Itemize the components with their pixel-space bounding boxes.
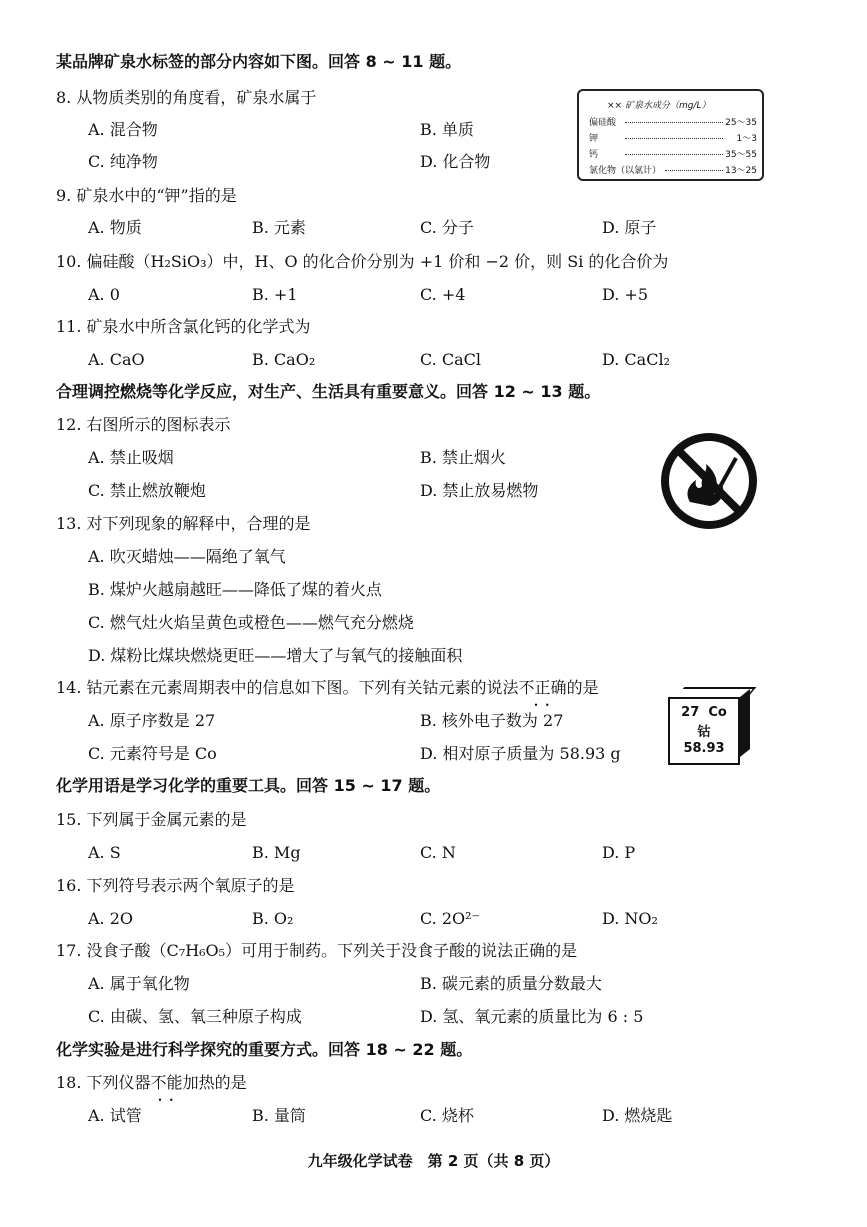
option-17a: A. 属于氧化物 bbox=[88, 974, 190, 993]
option-9c: C. 分子 bbox=[420, 218, 474, 237]
section-intro-15-17: 化学用语是学习化学的重要工具。回答 15 ~ 17 题。 bbox=[56, 776, 441, 795]
option-11c: C. CaCl bbox=[420, 350, 481, 369]
option-9b: B. 元素 bbox=[252, 218, 306, 237]
option-8a: A. 混合物 bbox=[88, 120, 158, 139]
option-8d: D. 化合物 bbox=[420, 152, 491, 171]
option-13a: A. 吹灭蜡烛——隔绝了氧气 bbox=[88, 547, 286, 566]
option-18d: D. 燃烧匙 bbox=[602, 1106, 673, 1125]
option-15b: B. Mg bbox=[252, 843, 301, 862]
option-9a: A. 物质 bbox=[88, 218, 142, 237]
option-15c: C. N bbox=[420, 843, 456, 862]
section-intro-12-13: 合理调控燃烧等化学反应，对生产、生活具有重要意义。回答 12 ~ 13 题。 bbox=[56, 382, 601, 401]
option-14c: C. 元素符号是 Co bbox=[88, 744, 217, 763]
element-cell-edge bbox=[740, 689, 750, 757]
option-14b: B. 核外电子数为 27 bbox=[420, 711, 564, 730]
option-16c: C. 2O²⁻ bbox=[420, 909, 480, 928]
question-14-stem: 14. 钴元素在元素周期表中的信息如下图。下列有关钴元素的说法不正确 • •的是 bbox=[56, 678, 599, 698]
option-10c: C. +4 bbox=[420, 285, 466, 304]
option-10b: B. +1 bbox=[252, 285, 298, 304]
option-8c: C. 纯净物 bbox=[88, 152, 158, 171]
option-15a: A. S bbox=[88, 843, 121, 862]
option-11d: D. CaCl₂ bbox=[602, 350, 670, 369]
question-17-stem: 17. 没食子酸（C₇H₆O₅）可用于制药。下列关于没食子酸的说法正确的是 bbox=[56, 941, 578, 960]
option-18b: B. 量筒 bbox=[252, 1106, 306, 1125]
option-17d: D. 氢、氧元素的质量比为 6 : 5 bbox=[420, 1007, 644, 1026]
atomic-number: 27 bbox=[681, 705, 700, 720]
element-name: 钴 bbox=[697, 725, 711, 740]
option-12c: C. 禁止燃放鞭炮 bbox=[88, 481, 206, 500]
option-16a: A. 2O bbox=[88, 909, 134, 928]
option-18a: A. 试管 bbox=[88, 1106, 142, 1125]
label-title: ×× 矿泉水成分（mg/L） bbox=[607, 101, 711, 111]
question-10-stem: 10. 偏硅酸（H₂SiO₃）中，H、O 的化合价分别为 +1 价和 −2 价，则 Si 的化合价为 bbox=[56, 252, 669, 271]
option-16b: B. O₂ bbox=[252, 909, 294, 928]
periodic-table-cell-cobalt bbox=[668, 697, 740, 765]
option-11a: A. CaO bbox=[88, 350, 145, 369]
page-footer: 九年级化学试卷 第 2 页（共 8 页） bbox=[307, 1152, 560, 1170]
option-15d: D. P bbox=[602, 843, 636, 862]
option-12b: B. 禁止烟火 bbox=[420, 448, 506, 467]
option-13c: C. 燃气灶火焰呈黄色或橙色——燃气充分燃烧 bbox=[88, 613, 414, 632]
question-12-stem: 12. 右图所示的图标表示 bbox=[56, 415, 231, 434]
option-10a: A. 0 bbox=[88, 285, 120, 304]
option-8b: B. 单质 bbox=[420, 120, 474, 139]
question-13-stem: 13. 对下列现象的解释中，合理的是 bbox=[56, 514, 311, 533]
option-17b: B. 碳元素的质量分数最大 bbox=[420, 974, 602, 993]
option-14d: D. 相对原子质量为 58.93 g bbox=[420, 744, 621, 763]
option-11b: B. CaO₂ bbox=[252, 350, 316, 369]
mineral-water-label: ×× 矿泉水成分（mg/L） 偏硅酸 25～35 钾 1～3 钙 35～55 氯化物（以氯计） 13～25 bbox=[577, 89, 764, 181]
no-fire-icon bbox=[660, 432, 758, 530]
option-18c: C. 烧杯 bbox=[420, 1106, 474, 1125]
question-18-stem: 18. 下列仪器不能 • •加热的是 bbox=[56, 1073, 247, 1093]
option-9d: D. 原子 bbox=[602, 218, 657, 237]
option-13d: D. 煤粉比煤块燃烧更旺——增大了与氧气的接触面积 bbox=[88, 646, 463, 665]
question-15-stem: 15. 下列属于金属元素的是 bbox=[56, 810, 247, 829]
option-12a: A. 禁止吸烟 bbox=[88, 448, 174, 467]
option-17c: C. 由碳、氢、氧三种原子构成 bbox=[88, 1007, 302, 1026]
section-intro-18-22: 化学实验是进行科学探究的重要方式。回答 18 ~ 22 题。 bbox=[56, 1040, 473, 1059]
option-10d: D. +5 bbox=[602, 285, 649, 304]
question-8-stem: 8. 从物质类别的角度看，矿泉水属于 bbox=[56, 88, 317, 107]
question-16-stem: 16. 下列符号表示两个氧原子的是 bbox=[56, 876, 295, 895]
option-13b: B. 煤炉火越扇越旺——降低了煤的着火点 bbox=[88, 580, 382, 599]
question-9-stem: 9. 矿泉水中的“钾”指的是 bbox=[56, 186, 237, 205]
element-symbol: Co bbox=[708, 705, 727, 720]
option-16d: D. NO₂ bbox=[602, 909, 658, 928]
option-14a: A. 原子序数是 27 bbox=[88, 711, 216, 730]
section-intro-8-11: 某品牌矿泉水标签的部分内容如下图。回答 8 ~ 11 题。 bbox=[56, 52, 462, 71]
option-12d: D. 禁止放易燃物 bbox=[420, 481, 539, 500]
atomic-mass: 58.93 bbox=[683, 741, 725, 756]
question-11-stem: 11. 矿泉水中所含氯化钙的化学式为 bbox=[56, 317, 311, 336]
